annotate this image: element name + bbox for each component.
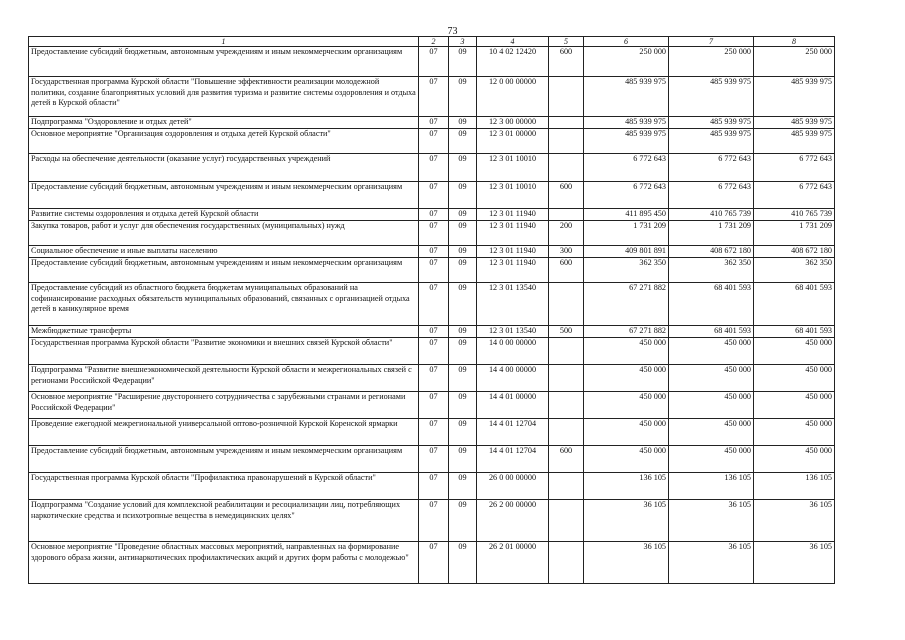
subsection-code-cell: 09	[449, 129, 477, 154]
row-name-cell: Расходы на обеспечение деятельности (оказание услуг) государственных учреждений	[29, 154, 419, 182]
section-code-cell: 07	[419, 365, 449, 392]
amount-year3-cell: 362 350	[754, 258, 835, 283]
table-row	[29, 392, 835, 419]
amount-year3-cell: 410 765 739	[754, 209, 835, 221]
section-code-cell: 07	[419, 246, 449, 258]
row-name-cell: Развитие системы оздоровления и отдыха детей Курской области	[29, 209, 419, 221]
amount-year2-cell: 410 765 739	[669, 209, 754, 221]
target-article-cell: 12 3 01 11940	[477, 246, 549, 258]
subsection-code-cell: 09	[449, 473, 477, 500]
table-row	[29, 258, 835, 283]
amount-year3-cell: 485 939 975	[754, 117, 835, 129]
table-row	[29, 117, 835, 129]
row-name-cell: Межбюджетные трансферты	[29, 326, 419, 338]
amount-year3-cell: 485 939 975	[754, 129, 835, 154]
amount-year3-cell: 6 772 643	[754, 154, 835, 182]
expense-type-cell	[549, 77, 584, 117]
amount-year3-cell: 250 000	[754, 47, 835, 77]
subsection-code-cell: 09	[449, 182, 477, 209]
amount-year2-cell: 485 939 975	[669, 77, 754, 117]
section-code-cell: 07	[419, 419, 449, 446]
row-name-cell: Основное мероприятие "Организация оздоровления и отдыха детей Курской области"	[29, 129, 419, 154]
subsection-code-cell: 09	[449, 258, 477, 283]
amount-year3-cell: 450 000	[754, 392, 835, 419]
target-article-cell: 14 0 00 00000	[477, 338, 549, 365]
amount-year1-cell: 485 939 975	[584, 77, 669, 117]
row-name-cell: Закупка товаров, работ и услуг для обеспечения государственных (муниципальных) нужд	[29, 221, 419, 246]
table-row	[29, 182, 835, 209]
target-article-cell: 12 3 01 10010	[477, 182, 549, 209]
subsection-code-cell: 09	[449, 246, 477, 258]
subsection-code-cell: 09	[449, 283, 477, 326]
row-name-cell: Предоставление субсидий из областного бюджета бюджетам муниципальных образований на софинансирование расходных обязательств муниципальных образований, связанных с организацией отдыха детей в каникулярное время	[29, 283, 419, 326]
table-row	[29, 446, 835, 473]
subsection-code-cell: 09	[449, 221, 477, 246]
target-article-cell: 12 0 00 00000	[477, 77, 549, 117]
amount-year1-cell: 485 939 975	[584, 129, 669, 154]
amount-year2-cell: 1 731 209	[669, 221, 754, 246]
target-article-cell: 26 2 00 00000	[477, 500, 549, 542]
amount-year1-cell: 450 000	[584, 365, 669, 392]
amount-year1-cell: 136 105	[584, 473, 669, 500]
row-name-cell: Государственная программа Курской области "Развитие экономики и внешних связей Курской области"	[29, 338, 419, 365]
amount-year3-cell: 1 731 209	[754, 221, 835, 246]
expense-type-cell: 600	[549, 258, 584, 283]
table-row	[29, 47, 835, 77]
table-row	[29, 338, 835, 365]
expense-type-cell	[549, 117, 584, 129]
expense-type-cell: 600	[549, 182, 584, 209]
amount-year3-cell: 136 105	[754, 473, 835, 500]
amount-year1-cell: 250 000	[584, 47, 669, 77]
amount-year2-cell: 68 401 593	[669, 283, 754, 326]
expense-type-cell	[549, 473, 584, 500]
amount-year3-cell: 450 000	[754, 446, 835, 473]
amount-year1-cell: 67 271 882	[584, 283, 669, 326]
expense-type-cell: 600	[549, 47, 584, 77]
target-article-cell: 12 3 01 11940	[477, 209, 549, 221]
expense-type-cell	[549, 365, 584, 392]
amount-year2-cell: 362 350	[669, 258, 754, 283]
target-article-cell: 12 3 01 00000	[477, 129, 549, 154]
amount-year2-cell: 408 672 180	[669, 246, 754, 258]
expense-type-cell: 600	[549, 446, 584, 473]
amount-year2-cell: 68 401 593	[669, 326, 754, 338]
table-row	[29, 77, 835, 117]
target-article-cell: 14 4 01 00000	[477, 392, 549, 419]
expense-type-cell	[549, 392, 584, 419]
row-name-cell: Предоставление субсидий бюджетным, автономным учреждениям и иным некоммерческим организациям	[29, 182, 419, 209]
column-header: 2	[419, 37, 449, 47]
subsection-code-cell: 09	[449, 446, 477, 473]
table-row	[29, 246, 835, 258]
target-article-cell: 12 3 00 00000	[477, 117, 549, 129]
section-code-cell: 07	[419, 47, 449, 77]
amount-year1-cell: 409 801 891	[584, 246, 669, 258]
column-header: 4	[477, 37, 549, 47]
expense-type-cell	[549, 338, 584, 365]
target-article-cell: 14 4 01 12704	[477, 419, 549, 446]
section-code-cell: 07	[419, 473, 449, 500]
amount-year1-cell: 450 000	[584, 338, 669, 365]
amount-year3-cell: 450 000	[754, 365, 835, 392]
amount-year2-cell: 250 000	[669, 47, 754, 77]
section-code-cell: 07	[419, 338, 449, 365]
column-header: 1	[29, 37, 419, 47]
amount-year2-cell: 450 000	[669, 365, 754, 392]
section-code-cell: 07	[419, 542, 449, 584]
section-code-cell: 07	[419, 283, 449, 326]
row-name-cell: Социальное обеспечение и иные выплаты населению	[29, 246, 419, 258]
amount-year2-cell: 450 000	[669, 419, 754, 446]
section-code-cell: 07	[419, 77, 449, 117]
amount-year1-cell: 450 000	[584, 446, 669, 473]
section-code-cell: 07	[419, 221, 449, 246]
column-header: 8	[754, 37, 835, 47]
subsection-code-cell: 09	[449, 338, 477, 365]
amount-year1-cell: 411 895 450	[584, 209, 669, 221]
expense-type-cell	[549, 129, 584, 154]
subsection-code-cell: 09	[449, 117, 477, 129]
amount-year3-cell: 68 401 593	[754, 326, 835, 338]
subsection-code-cell: 09	[449, 77, 477, 117]
target-article-cell: 26 0 00 00000	[477, 473, 549, 500]
row-name-cell: Подпрограмма "Создание условий для комплексной реабилитации и ресоциализации лиц, потребляющих наркотические средства и психотропные вещества в немедицинских целях"	[29, 500, 419, 542]
table-row	[29, 419, 835, 446]
table-row	[29, 283, 835, 326]
amount-year2-cell: 450 000	[669, 338, 754, 365]
table-row	[29, 473, 835, 500]
expense-type-cell	[549, 154, 584, 182]
target-article-cell: 12 3 01 13540	[477, 326, 549, 338]
amount-year1-cell: 450 000	[584, 392, 669, 419]
row-name-cell: Государственная программа Курской области "Повышение эффективности реализации молодежной политики, создание благоприятных условий для развития туризма и развитие системы оздоровления и отдыха детей в Курской области"	[29, 77, 419, 117]
amount-year3-cell: 36 105	[754, 542, 835, 584]
section-code-cell: 07	[419, 117, 449, 129]
subsection-code-cell: 09	[449, 154, 477, 182]
column-header: 3	[449, 37, 477, 47]
amount-year3-cell: 6 772 643	[754, 182, 835, 209]
table-body	[29, 47, 835, 584]
amount-year1-cell: 6 772 643	[584, 154, 669, 182]
expense-type-cell: 300	[549, 246, 584, 258]
subsection-code-cell: 09	[449, 542, 477, 584]
amount-year2-cell: 485 939 975	[669, 129, 754, 154]
amount-year1-cell: 36 105	[584, 500, 669, 542]
row-name-cell: Основное мероприятие "Проведение областных массовых мероприятий, направленных на формирование здорового образа жизни, антинаркотических профилактических акций и других форм работы с молодежью"	[29, 542, 419, 584]
expense-type-cell	[549, 419, 584, 446]
amount-year3-cell: 485 939 975	[754, 77, 835, 117]
expense-type-cell	[549, 500, 584, 542]
table-row	[29, 500, 835, 542]
section-code-cell: 07	[419, 392, 449, 419]
row-name-cell: Основное мероприятие "Расширение двустороннего сотрудничества с зарубежными странами и регионами Российской Федерации"	[29, 392, 419, 419]
column-header: 7	[669, 37, 754, 47]
amount-year1-cell: 450 000	[584, 419, 669, 446]
subsection-code-cell: 09	[449, 500, 477, 542]
column-header: 5	[549, 37, 584, 47]
subsection-code-cell: 09	[449, 326, 477, 338]
subsection-code-cell: 09	[449, 47, 477, 77]
target-article-cell: 26 2 01 00000	[477, 542, 549, 584]
table-row	[29, 365, 835, 392]
table-row	[29, 326, 835, 338]
column-header: 6	[584, 37, 669, 47]
row-name-cell: Предоставление субсидий бюджетным, автономным учреждениям и иным некоммерческим организациям	[29, 47, 419, 77]
row-name-cell: Предоставление субсидий бюджетным, автономным учреждениям и иным некоммерческим организациям	[29, 446, 419, 473]
section-code-cell: 07	[419, 129, 449, 154]
amount-year2-cell: 485 939 975	[669, 117, 754, 129]
target-article-cell: 12 3 01 10010	[477, 154, 549, 182]
amount-year3-cell: 450 000	[754, 338, 835, 365]
section-code-cell: 07	[419, 500, 449, 542]
table-row	[29, 129, 835, 154]
expense-type-cell	[549, 542, 584, 584]
amount-year2-cell: 36 105	[669, 542, 754, 584]
amount-year1-cell: 362 350	[584, 258, 669, 283]
subsection-code-cell: 09	[449, 209, 477, 221]
table-row	[29, 542, 835, 584]
table-row	[29, 221, 835, 246]
target-article-cell: 12 3 01 13540	[477, 283, 549, 326]
expense-type-cell	[549, 209, 584, 221]
table-row	[29, 209, 835, 221]
amount-year2-cell: 136 105	[669, 473, 754, 500]
subsection-code-cell: 09	[449, 419, 477, 446]
budget-table	[28, 36, 835, 584]
amount-year3-cell: 36 105	[754, 500, 835, 542]
amount-year1-cell: 36 105	[584, 542, 669, 584]
row-name-cell: Государственная программа Курской области "Профилактика правонарушений в Курской области"	[29, 473, 419, 500]
table-header-row	[29, 37, 835, 47]
amount-year3-cell: 450 000	[754, 419, 835, 446]
section-code-cell: 07	[419, 154, 449, 182]
expense-type-cell: 500	[549, 326, 584, 338]
row-name-cell: Проведение ежегодной межрегиональной универсальной оптово-розничной Курской Коренской ярмарки	[29, 419, 419, 446]
table-row	[29, 154, 835, 182]
amount-year1-cell: 6 772 643	[584, 182, 669, 209]
row-name-cell: Подпрограмма "Оздоровление и отдых детей"	[29, 117, 419, 129]
target-article-cell: 12 3 01 11940	[477, 221, 549, 246]
amount-year1-cell: 485 939 975	[584, 117, 669, 129]
target-article-cell: 14 4 00 00000	[477, 365, 549, 392]
row-name-cell: Предоставление субсидий бюджетным, автономным учреждениям и иным некоммерческим организациям	[29, 258, 419, 283]
subsection-code-cell: 09	[449, 392, 477, 419]
amount-year1-cell: 67 271 882	[584, 326, 669, 338]
target-article-cell: 12 3 01 11940	[477, 258, 549, 283]
page-number: 73	[447, 26, 458, 37]
amount-year2-cell: 450 000	[669, 392, 754, 419]
amount-year2-cell: 6 772 643	[669, 182, 754, 209]
section-code-cell: 07	[419, 446, 449, 473]
expense-type-cell	[549, 283, 584, 326]
amount-year2-cell: 6 772 643	[669, 154, 754, 182]
amount-year3-cell: 68 401 593	[754, 283, 835, 326]
section-code-cell: 07	[419, 209, 449, 221]
row-name-cell: Подпрограмма "Развитие внешнеэкономической деятельности Курской области и межрегиональных связей с регионами Российской Федерации"	[29, 365, 419, 392]
amount-year3-cell: 408 672 180	[754, 246, 835, 258]
section-code-cell: 07	[419, 258, 449, 283]
target-article-cell: 10 4 02 12420	[477, 47, 549, 77]
amount-year1-cell: 1 731 209	[584, 221, 669, 246]
subsection-code-cell: 09	[449, 365, 477, 392]
amount-year2-cell: 450 000	[669, 446, 754, 473]
section-code-cell: 07	[419, 182, 449, 209]
expense-type-cell: 200	[549, 221, 584, 246]
target-article-cell: 14 4 01 12704	[477, 446, 549, 473]
amount-year2-cell: 36 105	[669, 500, 754, 542]
section-code-cell: 07	[419, 326, 449, 338]
